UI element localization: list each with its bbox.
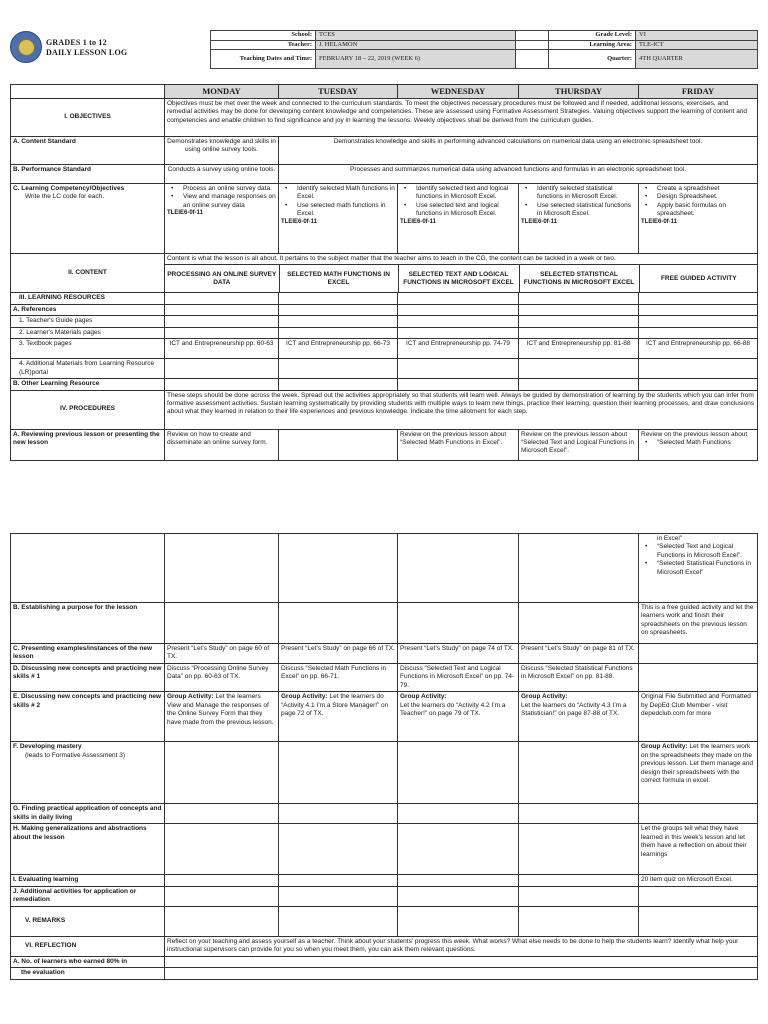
objectives-label: I. OBJECTIVES: [11, 99, 165, 137]
textbook-friday: ICT and Entrepreneurship pp. 66-88: [639, 339, 758, 359]
proc-d-thursday: Discuss “Selected Statistical Functions in Microsoft Excel” on pp. 81-88.: [519, 664, 639, 692]
proc-a-monday: Review on how to create and disseminate an online survey form.: [165, 429, 279, 460]
quarter-value: 4TH QUARTER: [636, 50, 758, 69]
proc-f-friday: [639, 742, 758, 804]
procedures-text: These steps should be done across the week. Spread out the activities appropriately so that students will learn well. Always be guided by demonstration of learning by the students which you can infer from formative assessment activities. Sustain learning systematically by providing students with multiple ways to learn new things, practice their learning, question their learning processes, and draw conclusions about what they learned in relation to their life experiences and previous knowledge. Indicate the time allotment for each step.: [165, 390, 758, 429]
school-label: School:: [211, 31, 316, 41]
content-label: II. CONTENT: [11, 254, 165, 293]
group-activity-label: Group Activity:: [521, 693, 568, 701]
day-header-monday: MONDAY: [165, 85, 279, 99]
grade-level-label: Grade Level:: [549, 31, 636, 41]
objectives-text: Objectives must be met over the week and connected to the curriculum standards. To meet the objectives necessary procedures must be followed and if needed, additional lessons, exercises, and remedial activities may be done for developing content knowledge and competencies. These are assessed using Formative Assessment Strategies. Valuing objectives support the learning of content and competencies and enable children to find significance and joy in learning the lessons. Weekly objectives shall be derived from the curriculum guides.: [165, 99, 758, 137]
grade-level-value: VI: [636, 31, 758, 41]
quarter-label: Quarter:: [549, 50, 636, 69]
textbook-wednesday: ICT and Entrepreneurship pp. 74-79: [398, 339, 519, 359]
learners-materials-label: 2. Learner's Materials pages: [11, 327, 165, 338]
proc-c-label: C. Presenting examples/instances of the new lesson: [11, 644, 165, 664]
lc-code: TLEIE6-0f-11: [167, 210, 204, 217]
proc-a-label: A. Reviewing previous lesson or presenting the new lesson: [11, 429, 165, 460]
proc-c-tuesday: Present “Let’s Study” on page 66 of TX.: [279, 644, 398, 664]
proc-a-wednesday: Review on the previous lesson about “Selected Math Functions in Excel”.: [398, 429, 519, 460]
header-info-table: [210, 30, 758, 69]
group-activity-label: Group Activity:: [400, 693, 447, 701]
proc-e-label: E. Discussing new concepts and practicing new skills # 2: [11, 692, 165, 742]
content-standard-label: A. Content Standard: [11, 137, 165, 165]
textbook-thursday: ICT and Entrepreneurship pp. 81-88: [519, 339, 639, 359]
proc-j-label: J. Additional activities for application or remediation: [11, 886, 165, 906]
remarks-label: V. REMARKS: [11, 906, 165, 936]
proc-e-friday: Original File Submitted and Formatted by DepEd Club Member - visit depedclub.com for more: [639, 692, 758, 742]
proc-f-label: F. Developing mastery: [13, 743, 82, 751]
day-header-wednesday: WEDNESDAY: [398, 85, 519, 99]
proc-e-thursday-text: Let the learners do “Activity 4.3 I’m a Statistician!” on page 87-88 of TX.: [521, 701, 627, 718]
proc-e-monday-text: Let the learners View and Manage the responses of the Online Survey Form that they have made from the previous lesson.: [167, 693, 274, 726]
competency-monday: [165, 184, 279, 254]
proc-a-friday-item: • “Selected Math Functions: [641, 439, 755, 447]
proc-f-sublabel: (leads to Formative Assessment 3): [25, 751, 126, 759]
proc-i-label: I. Evaluating learning: [11, 875, 165, 886]
competency-wednesday: [398, 184, 519, 254]
proc-a-thursday: Review on the previous lesson about “Selected Text and Logical Functions in Microsoft Excel”.: [519, 429, 639, 460]
day-header-tuesday: TUESDAY: [279, 85, 398, 99]
textbook-monday: ICT and Entrepreneurship pp. 60-63: [165, 339, 279, 359]
additional-materials-label: 4. Additional Materials from Learning Resource (LR)portal: [11, 359, 165, 379]
performance-standard-label: B. Performance Standard: [11, 165, 165, 184]
proc-h-friday: Let the groups tell what they have learned in this week’s lesson and let them have a reflection on about their learnings: [639, 824, 758, 875]
competency-item: • Create a spreadsheet: [641, 185, 755, 193]
content-title-monday: PROCESSING AN ONLINE SURVEY DATA: [165, 265, 279, 292]
group-activity-label: Group Activity:: [167, 693, 214, 701]
proc-a-friday-cont: in Excel”: [657, 535, 682, 542]
references-label: A. References: [11, 304, 165, 315]
content-title-thursday: SELECTED STATISTICAL FUNCTIONS IN MICROSOFT EXCEL: [519, 265, 639, 292]
lc-code: TLEIE6-0f-11: [641, 218, 678, 225]
day-header-thursday: THURSDAY: [519, 85, 639, 99]
proc-c-thursday: Present “Let’s Study” on page 81 of TX.: [519, 644, 639, 664]
document-title: [46, 38, 127, 59]
proc-f-cell: [11, 742, 165, 804]
performance-standard-rest: Processes and summarizes numerical data using advanced functions and formulas in an electronic spreadsheet tool.: [279, 165, 758, 184]
competency-item: • Identify selected text and logical functions in Microsoft Excel.: [400, 185, 516, 202]
reflection-text: Reflect on your teaching and assess yourself as a teacher. Think about your students’ progress this week. What works? What else needs to be done to help the students learn? Identify what help your instructional supervisors can provide for you so when you meet them, you can ask them relevant questions.: [165, 936, 758, 956]
lc-code: TLEIE6-0f-11: [281, 218, 318, 225]
learning-resources-label: III. LEARNING RESOURCES: [11, 293, 165, 304]
competency-item: • Process an online survey data.: [167, 185, 276, 193]
proc-c-monday: Present “Let’s Study” on page 60 of TX.: [165, 644, 279, 664]
content-title-tuesday: SELECTED MATH FUNCTIONS IN EXCEL: [279, 265, 398, 292]
competency-thursday: [519, 184, 639, 254]
daily-lesson-log-table-page-2: [10, 533, 758, 980]
reflection-label: VI. REFLECTION: [11, 936, 165, 956]
group-activity-label: Group Activity:: [641, 743, 688, 751]
proc-e-monday: [165, 692, 279, 742]
competency-sublabel: Write the LC code for each.: [25, 193, 105, 201]
school-value: TCES: [316, 31, 516, 41]
proc-d-wednesday: Discuss “Selected Text and Logical Functions in Microsoft Excel” on pp. 74-79.: [398, 664, 519, 692]
deped-seal-logo: [10, 31, 42, 63]
teacher-label: Teacher:: [211, 40, 316, 50]
teacher-value: J. HELAMON: [316, 40, 516, 50]
proc-d-label: D. Discussing new concepts and practicing new skills # 1: [11, 664, 165, 692]
competency-item: • View and manage responses on an online survey data: [167, 193, 276, 210]
proc-h-label: H. Making generalizations and abstractions about the lesson: [11, 824, 165, 875]
proc-a-friday-item: • “Selected Text and Logical Functions in Microsoft Excel”.: [641, 543, 755, 560]
proc-e-tuesday-text: Let the learners do “Activity 4.1 I’m a Store Manager!” on page 72 of TX.: [281, 693, 389, 718]
teaching-dates-label: Teaching Dates and Time:: [211, 50, 316, 69]
proc-b-label: B. Establishing a purpose for the lesson: [11, 603, 165, 644]
competency-item: • Design Spreadsheet.: [641, 193, 755, 201]
competency-item: • Use selected statistical functions in Microsoft Excel.: [521, 202, 636, 219]
proc-e-tuesday: [279, 692, 398, 742]
competency-label: C. Learning Competency/Objectives: [13, 185, 125, 193]
content-title-friday: FREE GUIDED ACTIVITY: [639, 265, 758, 292]
competency-item: • Identify selected statistical functions in Microsoft Excel.: [521, 185, 636, 202]
content-cell: [165, 254, 758, 293]
proc-a-friday-continued: [639, 534, 758, 603]
learning-area-value: TLE-ICT: [636, 40, 758, 50]
content-standard-monday: Demonstrates knowledge and skills in using online survey tools.: [165, 137, 279, 165]
textbook-tuesday: ICT and Entrepreneurship pp. 66-73: [279, 339, 398, 359]
competency-friday: [639, 184, 758, 254]
proc-c-wednesday: Present “Let’s Study” on page 74 of TX.: [398, 644, 519, 664]
title-line-2: DAILY LESSON LOG: [46, 48, 128, 58]
teachers-guide-label: 1. Teacher's Guide pages: [11, 316, 165, 327]
proc-i-friday: 20 item quiz on Microsoft Excel.: [639, 875, 758, 886]
daily-lesson-log-table-page-1: [10, 84, 758, 461]
group-activity-label: Group Activity:: [281, 693, 328, 701]
day-header-friday: FRIDAY: [639, 85, 758, 99]
other-resources-label: B. Other Learning Resource: [11, 379, 165, 390]
competency-item: • Use selected math functions in Excel.: [281, 202, 395, 219]
proc-e-wednesday: [398, 692, 519, 742]
lc-code: TLEIE6-0f-11: [521, 218, 558, 225]
competency-item: • Apply basic formulas on spreadsheet.: [641, 202, 755, 219]
proc-a-friday-item: • “Selected Statistical Functions in Microsoft Excel”: [641, 560, 755, 577]
competency-item: • Use selected text and logical functions in Microsoft Excel.: [400, 202, 516, 219]
reflection-a-label: A. No. of learners who earned 80% in: [11, 956, 165, 967]
procedures-label: IV. PROCEDURES: [11, 390, 165, 429]
proc-a-friday-intro: Review on the previous lesson about: [641, 430, 748, 438]
title-line-1: GRADES 1 to 12: [46, 38, 107, 47]
competency-tuesday: [279, 184, 398, 254]
competency-cell: [11, 184, 165, 254]
competency-item: • Identify selected Math functions in Excel.: [281, 185, 395, 202]
proc-b-friday: This is a free guided activity and let the learners work and finish their spreadsheets on the previous lesson on spreasheets.: [639, 603, 758, 644]
lc-code: TLEIE6-0f-11: [400, 218, 437, 225]
proc-a-friday: [639, 429, 758, 460]
learning-area-label: Learning Area:: [549, 40, 636, 50]
content-title-wednesday: SELECTED TEXT AND LOGICAL FUNCTIONS IN MICROSOFT EXCEL: [398, 265, 519, 292]
reflection-a-label-cont: the evaluation: [11, 968, 165, 979]
proc-e-wednesday-text: Let the learners do “Activity 4.2 I’m a Teacher!” on page 79 of TX.: [400, 701, 506, 718]
content-standard-rest: Demonstrates knowledge and skills in performing advanced calculations on numerical data using an electronic spreadsheet tool.: [279, 137, 758, 165]
performance-standard-monday: Conducts a survey using online tools.: [165, 165, 279, 184]
content-note: Content is what the lesson is all about. It pertains to the subject matter that the teacher aims to teach in the CG, the content can be tackled in a week or two.: [165, 254, 757, 265]
proc-g-label: G. Finding practical application of concepts and skills in daily living: [11, 804, 165, 824]
proc-f-friday-text: Let the learners work on the spreadsheets they made on the previous lesson. Let them manage and design their spreadsheets with the correct formula in excel.: [641, 743, 754, 785]
textbook-label: 3. Textbook pages: [11, 339, 165, 359]
proc-d-monday: Discuss “Processing Online Survey Data” on pp. 60-63 of TX.: [165, 664, 279, 692]
teaching-dates-value: FEBRUARY 18 – 22, 2019 (WEEK 6): [316, 50, 516, 69]
proc-d-tuesday: Discuss “Selected Math Functions in Excel” on pp. 66-71.: [279, 664, 398, 692]
proc-e-thursday: [519, 692, 639, 742]
